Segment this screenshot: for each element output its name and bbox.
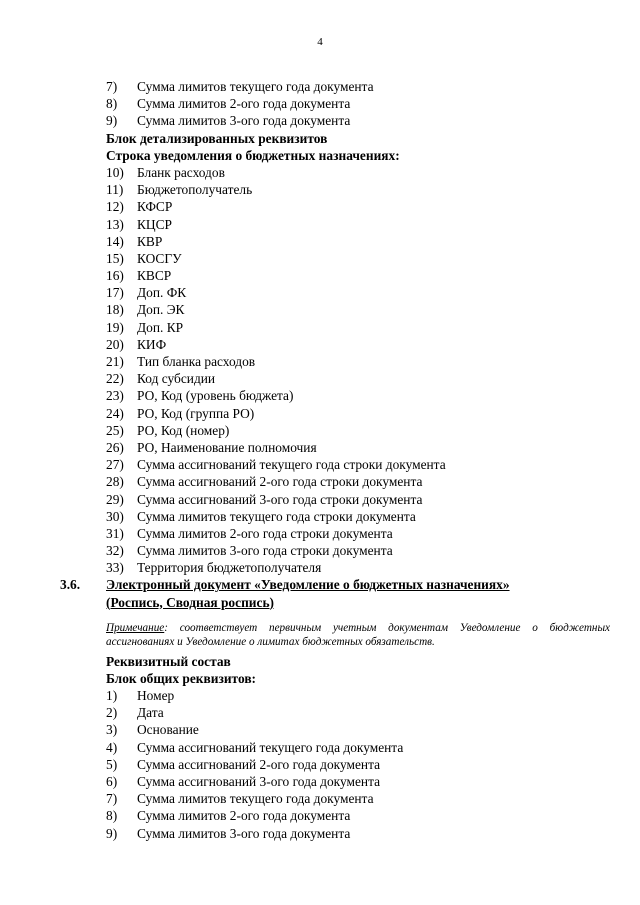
list-item-number: 15) [106, 250, 124, 266]
list-item [0, 687, 640, 704]
list-item-text: Сумма лимитов 3-ого года строки документа [137, 543, 393, 559]
list-item [0, 508, 640, 525]
list-item-text: Сумма ассигнований 2-ого года строки документа [137, 474, 423, 490]
list-item [0, 216, 640, 233]
note-label: Примечание [106, 621, 165, 634]
list-item-text: Сумма лимитов 3-ого года документа [137, 825, 351, 841]
list-item [0, 473, 640, 490]
list-item-text: РО, Код (уровень бюджета) [137, 388, 294, 404]
list-item [0, 250, 640, 267]
list-item-text: Доп. ФК [137, 285, 187, 301]
list-item-number: 10) [106, 164, 124, 180]
list-item-text: Сумма ассигнований текущего года документа [137, 739, 404, 755]
list-item-number: 27) [106, 457, 124, 473]
list-item-number: 25) [106, 422, 124, 438]
list-item-number: 32) [106, 543, 124, 559]
heading-composition [0, 653, 640, 670]
list-item-text: Сумма лимитов 2-ого года документа [137, 96, 351, 112]
list-item [0, 525, 640, 542]
list-item-number: 5) [106, 756, 118, 772]
list-item [0, 164, 640, 181]
list-item [0, 353, 640, 370]
list-item [0, 559, 640, 576]
list-item-number: 29) [106, 491, 124, 507]
list-item-text: Сумма ассигнований 3-ого года документа [137, 773, 381, 789]
page-number: 4 [317, 36, 323, 48]
heading-notification-row [0, 147, 640, 164]
list-item-number: 8) [106, 96, 118, 112]
list-item-text: РО, Код (группа РО) [137, 405, 255, 421]
common-requisites-list [0, 687, 640, 842]
list-item-text: Сумма лимитов 3-ого года документа [137, 113, 351, 129]
list-item [0, 422, 640, 439]
list-item-text: Сумма ассигнований 2-ого года документа [137, 756, 381, 772]
list-item-number: 33) [106, 560, 124, 576]
list-item-number: 1) [106, 688, 118, 703]
list-item-text: Доп. ЭК [137, 302, 185, 318]
list-item [0, 807, 640, 824]
list-item-text: Тип бланка расходов [137, 354, 256, 369]
list-item-number: 12) [106, 199, 124, 215]
list-item-number: 23) [106, 388, 124, 404]
list-item-number: 22) [106, 371, 124, 387]
list-item-text: РО, Наименование полномочия [137, 439, 317, 455]
list-item [0, 790, 640, 807]
heading-common-block [0, 670, 640, 687]
list-item [0, 739, 640, 756]
list-item [0, 387, 640, 404]
list-item-text: Номер [137, 688, 175, 703]
list-item-number: 21) [106, 354, 124, 369]
list-item-text: Сумма лимитов текущего года документа [137, 79, 374, 94]
list-item-number: 2) [106, 705, 118, 721]
section-heading-continued [0, 594, 640, 611]
list-item [0, 542, 640, 559]
list-item-text: КВСР [137, 268, 172, 284]
list-item-number: 19) [106, 319, 124, 335]
list-item-text: Сумма лимитов текущего года документа [137, 791, 374, 807]
list-item-number: 20) [106, 336, 124, 352]
list-item-number: 16) [106, 268, 124, 284]
list-item-text: Доп. КР [137, 319, 184, 335]
list-item [0, 456, 640, 473]
list-item-text: Сумма ассигнований текущего года строки документа [137, 457, 446, 473]
list-item-text: КИФ [137, 336, 167, 352]
list-item-number: 6) [106, 773, 118, 789]
list-item-text: РО, Код (номер) [137, 422, 230, 438]
requisites-list-continued [0, 78, 640, 130]
note-paragraph [106, 611, 610, 653]
list-item-text: КЦСР [137, 216, 172, 232]
list-item [0, 198, 640, 215]
list-item [0, 95, 640, 112]
detailed-requisites-list [0, 164, 640, 577]
list-item-text: Сумма ассигнований 3-ого года строки документа [137, 491, 423, 507]
list-item [0, 78, 640, 95]
list-item [0, 233, 640, 250]
heading-composition-text: Реквизитный состав [106, 653, 231, 669]
document-body [0, 78, 640, 842]
heading-detailed-block [0, 130, 640, 147]
list-item [0, 439, 640, 456]
list-item [0, 721, 640, 738]
section-heading [0, 576, 640, 593]
list-item-number: 3) [106, 722, 118, 738]
list-item [0, 301, 640, 318]
list-item-number: 7) [106, 79, 118, 94]
list-item-text: Основание [137, 722, 199, 738]
heading-common-block-text: Блок общих реквизитов: [106, 670, 257, 686]
list-item [0, 825, 640, 842]
list-item-number: 30) [106, 508, 124, 524]
heading-detailed-text: Блок детализированных реквизитов [106, 130, 328, 146]
list-item-text: КВР [137, 233, 163, 249]
list-item-number: 24) [106, 405, 124, 421]
list-item-text: Сумма лимитов 2-ого года строки документа [137, 525, 393, 541]
list-item-text: КФСР [137, 199, 173, 215]
note-text: : соответствует первичным учетным документам Уведомление о бюджетных ассигнованиях и Уведомление о лимитах бюджетных обязательств. [106, 621, 610, 649]
list-item-number: 17) [106, 285, 124, 301]
list-item-text: Территория бюджетополучателя [137, 560, 322, 576]
list-item-number: 11) [106, 182, 124, 198]
list-item-number: 9) [106, 113, 118, 129]
list-item-number: 26) [106, 439, 124, 455]
list-item [0, 491, 640, 508]
list-item [0, 112, 640, 129]
list-item-text: КОСГУ [137, 250, 182, 266]
list-item-text: Сумма лимитов 2-ого года документа [137, 808, 351, 824]
list-item [0, 370, 640, 387]
list-item-number: 8) [106, 808, 118, 824]
list-item [0, 336, 640, 353]
list-item [0, 405, 640, 422]
list-item [0, 267, 640, 284]
list-item-number: 28) [106, 474, 124, 490]
list-item-number: 14) [106, 233, 124, 249]
list-item [0, 181, 640, 198]
heading-notification-row-text: Строка уведомления о бюджетных назначениях: [106, 147, 400, 163]
list-item [0, 704, 640, 721]
list-item [0, 756, 640, 773]
list-item [0, 284, 640, 301]
list-item-number: 4) [106, 739, 118, 755]
section-title-line1: Электронный документ «Уведомление о бюджетных назначениях» [106, 577, 510, 593]
list-item-number: 7) [106, 791, 118, 807]
section-title-line2: (Роспись, Сводная роспись) [106, 594, 274, 610]
list-item [0, 319, 640, 336]
list-item-number: 13) [106, 216, 124, 232]
list-item-number: 9) [106, 825, 118, 841]
list-item-number: 18) [106, 302, 124, 318]
list-item-text: Бланк расходов [137, 164, 225, 180]
list-item-number: 31) [106, 525, 124, 541]
list-item-text: Бюджетополучатель [137, 182, 253, 198]
list-item-text: Код субсидии [137, 371, 216, 387]
list-item-text: Дата [137, 705, 164, 721]
section-number: 3.6. [60, 577, 81, 593]
list-item-text: Сумма лимитов текущего года строки документа [137, 508, 416, 524]
list-item [0, 773, 640, 790]
